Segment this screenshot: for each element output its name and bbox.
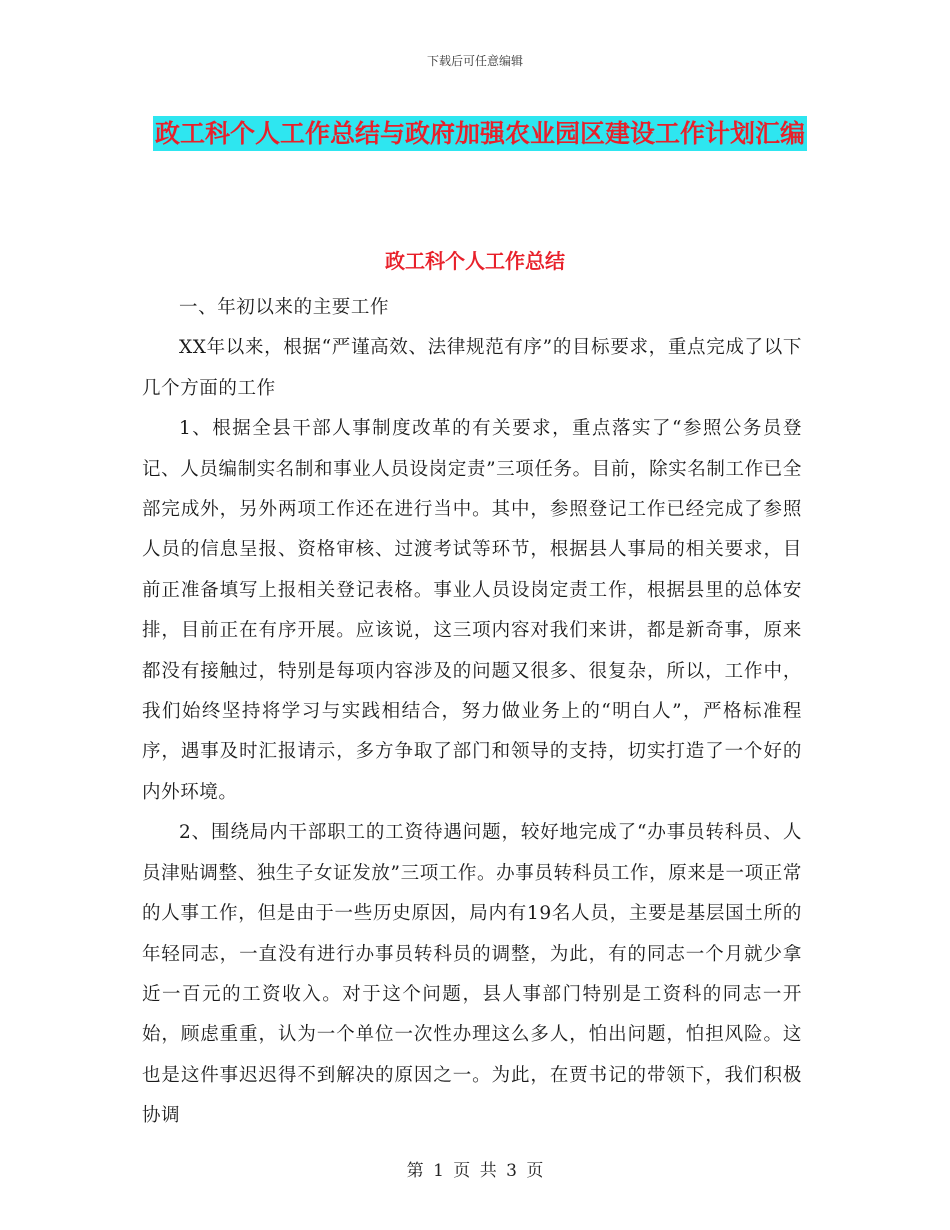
paragraph: 2、围绕局内干部职工的工资待遇问题，较好地完成了“办事员转科员、人员津贴调整、独生子女证发放”三项工作。办事员转科员工作，原来是一项正常的人事工作，但是由于一些历史原因，局内有19名人员，主要是基层国土所的年轻同志，一直没有进行办事员转科员的调整，为此，有的同志一个月就少拿近一百元的工资收入。对于这个问题，县人事部门特别是工资科的同志一开始，顾虑重重，认为一个单位一次性办理这么多人，怕出问题，怕担风险。这也是这件事迟迟得不到解决的原因之一。为此，在贾书记的带领下，我们积极协调 xyxy=(142,822,802,1127)
body-text xyxy=(142,288,802,1137)
header-note: 下载后可任意编辑 xyxy=(426,54,523,68)
document-title xyxy=(140,110,820,157)
paragraph-heading: 一、年初以来的主要工作 xyxy=(179,297,390,318)
paragraph: 1、根据全县干部人事制度改革的有关要求，重点落实了“参照公务员登记、人员编制实名制和事业人员设岗定责”三项任务。目前，除实名制工作已全部完成外，另外两项工作还在进行当中。其中，参照登记工作已经完成了参照人员的信息呈报、资格审核、过渡考试等环节，根据县人事局的相关要求，目前正准备填写上报相关登记表格。事业人员设岗定责工作，根据县里的总体安排，目前正在有序开展。应该说，这三项内容对我们来讲，都是新奇事，原来都没有接触过，特别是每项内容涉及的问题又很多、很复杂，所以，工作中，我们始终坚持将学习与实践相结合，努力做业务上的“明白人”，严格标准程序，遇事及时汇报请示，多方争取了部门和领导的支持，切实打造了一个好的内外环境。 xyxy=(142,418,802,803)
section-title: 政工科个人工作总结 xyxy=(385,249,565,273)
page-footer: 第 1 页 共 3 页 xyxy=(406,1161,544,1181)
paragraph: XX年以来，根据“严谨高效、法律规范有序”的目标要求，重点完成了以下几个方面的工作 xyxy=(142,337,802,399)
document-title-text: 政工科个人工作总结与政府加强农业园区建设工作计划汇编 xyxy=(153,116,807,151)
